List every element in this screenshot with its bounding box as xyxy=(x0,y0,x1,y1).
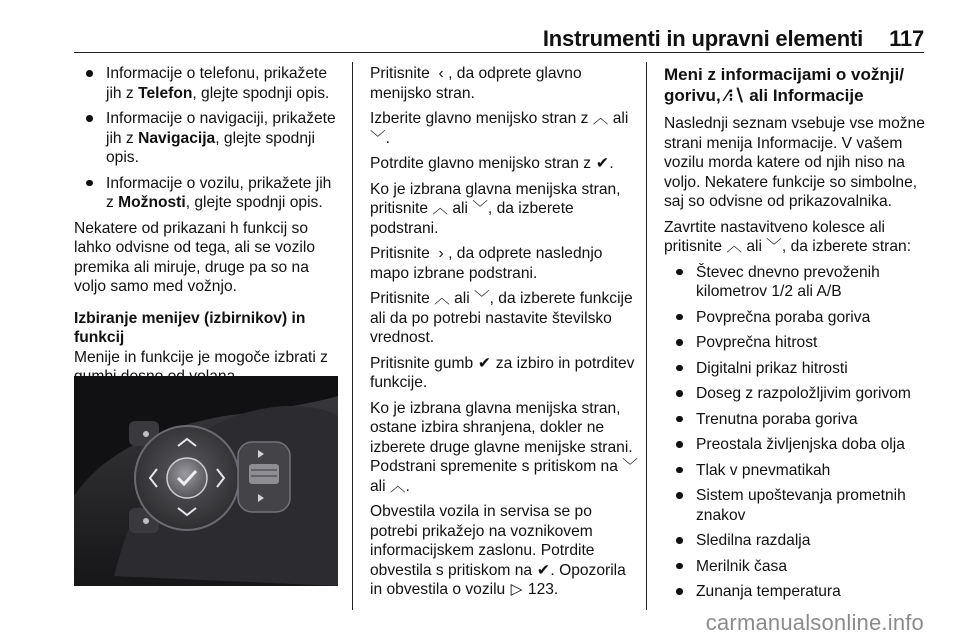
column-1 xyxy=(74,64,342,393)
section-heading: Izbiranje menijev (izbirnikov) in funkcij xyxy=(74,309,306,346)
list-item: Preostala življenjska doba olja xyxy=(664,435,926,455)
chevron-down-icon: ﹀ xyxy=(472,200,488,217)
paragraph: Potrdite glavno menijsko stran z ✔. xyxy=(370,155,614,172)
chevron-up-icon: ︿ xyxy=(592,110,609,127)
chevron-right-icon: › xyxy=(438,245,444,262)
list-item: Trenutna poraba goriva xyxy=(664,410,926,430)
paragraph: Pritisnite ‹ , da odprete glavno menijsko stran. xyxy=(370,65,582,102)
paragraph: Menije in funkcije je mogoče izbrati z xyxy=(74,348,328,366)
chevron-up-icon: ︿ xyxy=(432,200,449,217)
chevron-down-icon: ﹀ xyxy=(766,238,782,255)
list-item: Zunanja temperatura xyxy=(664,582,926,602)
chevron-up-icon: ︿ xyxy=(726,238,743,255)
column-divider-1 xyxy=(352,62,353,610)
list-item: Informacije o vozilu, prikažete jih z Možnosti, glejte spodnji opis. xyxy=(74,174,342,213)
list-item: Sledilna razdalja xyxy=(664,531,926,551)
check-icon: ✔ xyxy=(595,155,609,172)
page-reference-icon: ▷ xyxy=(510,581,523,598)
chevron-up-icon: ︿ xyxy=(434,290,450,307)
list-item: Števec dnevno prevoženih kilometrov 1/2 ali A/B xyxy=(664,263,926,302)
header-title: Instrumenti in upravni elementi xyxy=(542,26,864,51)
check-icon: ✔ xyxy=(477,354,491,372)
paragraph: Naslednji seznam vsebuje vse možne strani menija Informacije. V vašem vozilu morda katere od njih niso na voljo. Nekatere funkcije so simbolne, saj so odvisne od prikazovalnika. xyxy=(664,115,925,210)
column-3 xyxy=(664,64,926,608)
column-divider-2 xyxy=(646,62,647,610)
paragraph: Izberite glavno menijsko stran z ︿ ali ﹀. xyxy=(370,110,629,147)
chevron-left-icon: ‹ xyxy=(438,65,444,82)
paragraph: Obvestila vozila in servisa se po potrebi prikažejo na voznikovem informacijskem zaslonu. Potrdite obvestila s pritiskom na ✔. Opozorila in obvestila o vozilu ▷ 123. xyxy=(370,503,626,598)
trip-info-icon: ⁄⁝∖ xyxy=(725,86,745,105)
paragraph: Pritisnite gumb ✔ za izbiro in potrditev funkcije. xyxy=(370,354,635,391)
paragraph: Zavrtite nastavitveno kolesce ali pritisnite ︿ ali ﹀, da izberete stran: xyxy=(664,218,912,255)
list-item: Sistem upoštevanja prometnih znakov xyxy=(664,486,926,525)
list-item: Informacije o navigaciji, prikažete jih z Navigacija, glejte spodnji opis. xyxy=(74,109,342,168)
list-item: Informacije o telefonu, prikažete jih z Telefon, glejte spodnji opis. xyxy=(74,64,342,103)
steering-wheel-controls-photo xyxy=(74,376,338,586)
chevron-down-icon: ﹀ xyxy=(474,290,490,307)
paragraph: Nekatere od prikazani h funkcij so lahko odvisne od tega, ali se vozilo premika ali miruje, druge pa so na voljo samo med vožnjo. xyxy=(74,219,315,295)
page-number: 117 xyxy=(889,26,924,51)
chevron-down-icon: ﹀ xyxy=(622,458,638,475)
list-item: Doseg z razpoložljivim gorivom xyxy=(664,384,926,404)
paragraph: Pritisnite › , da odprete naslednjo mapo izbrane podstrani. xyxy=(370,245,603,282)
section-heading: Meni z informacijami o vožnji/ gorivu, ⁄⁝∖ ali Informacije xyxy=(664,65,904,105)
paragraph: Ko je izbrana glavna menijska stran, pritisnite ︿ ali ﹀, da izberete podstrani. xyxy=(370,180,621,237)
paragraph: Ko je izbrana glavna menijska stran, ostane izbira shranjena, dokler ne izberete druge glavne menijske strani. Podstrani spremenite s pritiskom na ﹀ ali ︿. xyxy=(370,399,638,495)
check-icon: ✔ xyxy=(536,561,550,579)
page-reference: 123. xyxy=(527,581,559,598)
list-item: Povprečna poraba goriva xyxy=(664,308,926,328)
list-item: Povprečna hitrost xyxy=(664,333,926,353)
chevron-down-icon: ﹀ xyxy=(370,129,386,147)
column-2 xyxy=(370,64,638,606)
paragraph: Pritisnite ︿ ali ﹀, da izberete funkcije ali da po potrebi nastavite številsko vrednost. xyxy=(370,290,633,346)
chevron-up-icon: ︿ xyxy=(389,477,406,495)
watermark: carmanualsonline.info xyxy=(705,610,924,635)
list-item: Tlak v pnevmatikah xyxy=(664,461,926,481)
list-item: Digitalni prikaz hitrosti xyxy=(664,359,926,379)
page-header xyxy=(543,26,924,52)
list-item: Merilnik časa xyxy=(664,557,926,577)
header-rule xyxy=(74,52,924,53)
